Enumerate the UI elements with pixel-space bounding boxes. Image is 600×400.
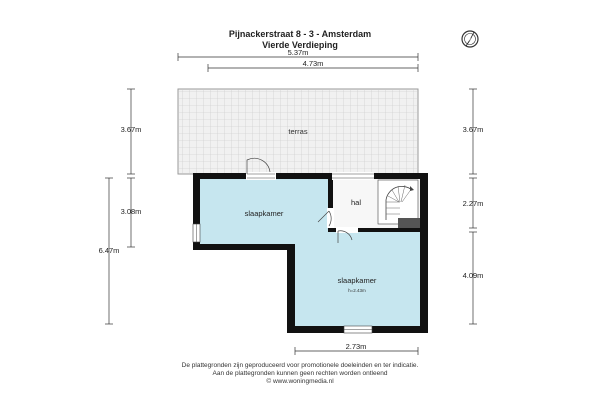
dimension-label-top-total: 5.37m: [287, 48, 309, 57]
dimension-label-bottom: 2.73m: [345, 342, 367, 351]
dimension-label-right-terrace: 3.67m: [462, 125, 484, 134]
wall-top-right: [374, 173, 428, 179]
footer-disclaimer-line-1: De plattegronden zijn geproduceerd voor promotionele doeleinden en ter indicatie.: [181, 362, 419, 369]
terrace-label: terras: [288, 127, 308, 136]
staircase: [378, 180, 418, 224]
dimension-label-right-hall: 2.27m: [462, 199, 484, 208]
dimension-label-left-total: 6.47m: [98, 246, 120, 255]
window-bottom-wall: [344, 326, 372, 333]
shaft: [398, 218, 420, 228]
bedroom-right-label: slaapkamer: [337, 276, 377, 285]
hall-label: hal: [350, 198, 362, 207]
window-left-wall: [193, 224, 200, 242]
dimension-label-right-room: 4.09m: [462, 271, 484, 280]
wall-step: [193, 244, 295, 250]
footer-disclaimer-line-2: Aan de plattegronden kunnen geen rechten worden ontleend: [212, 370, 388, 377]
dimension-label-left-terrace: 3.67m: [120, 125, 142, 134]
bedroom-left-label: slaapkamer: [244, 209, 284, 218]
wall-right: [420, 173, 428, 333]
plan-address: Pijnackerstraat 8 - 3 - Amsterdam: [228, 29, 372, 39]
bedroom-right-height: h=2.43m: [348, 288, 366, 293]
dimension-label-top-inner: 4.73m: [302, 59, 324, 68]
hall-opening: [332, 172, 374, 180]
plan-floor-level: Vierde Verdieping: [262, 40, 338, 50]
compass-icon: [462, 31, 478, 47]
footer-copyright: © www.woningmedia.nl: [266, 378, 334, 385]
compass-north-label: N: [469, 37, 473, 42]
wall-left-lower: [287, 244, 295, 332]
dimension-label-left-room: 3.08m: [120, 207, 142, 216]
